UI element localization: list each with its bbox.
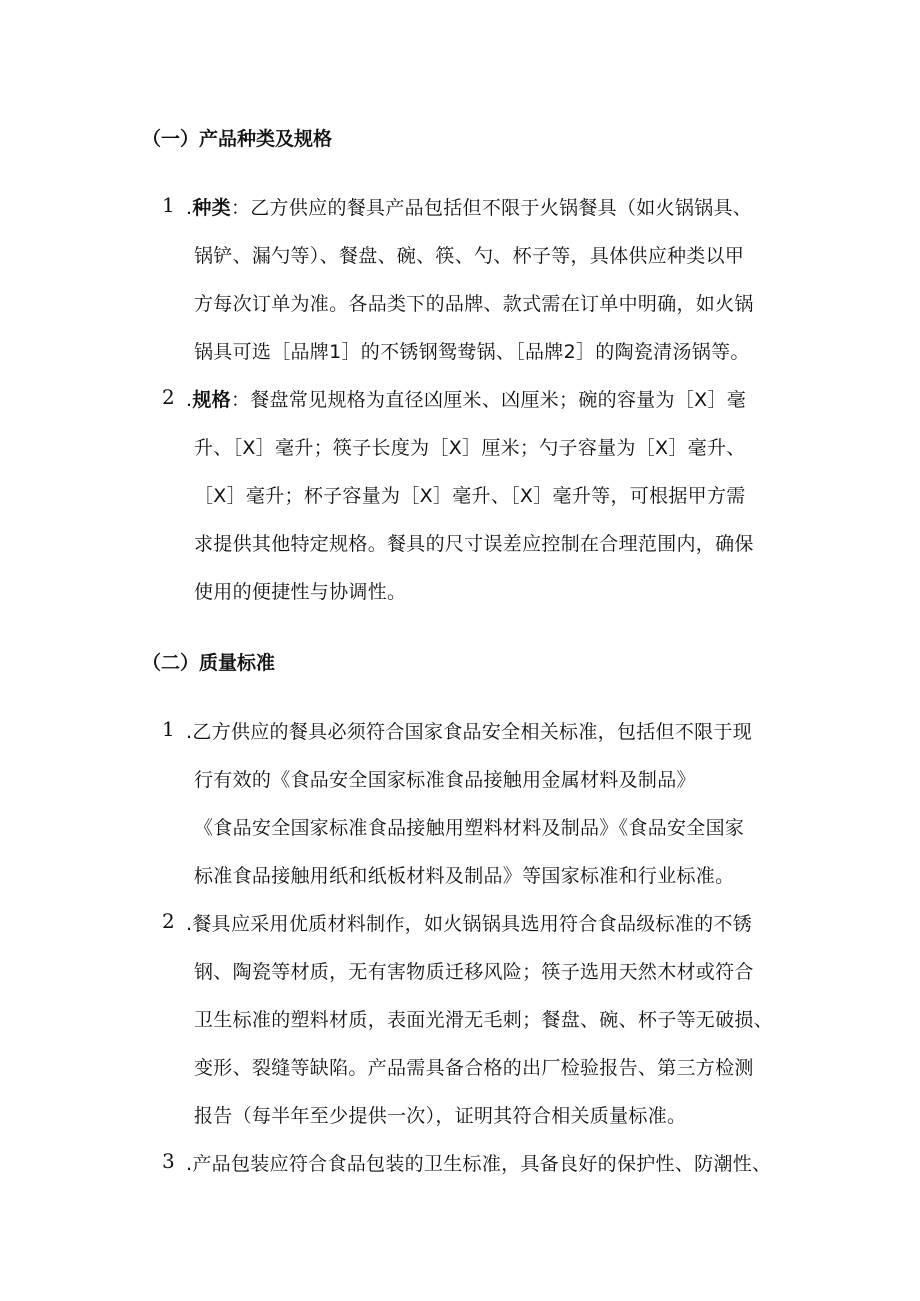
paragraph-line: ［X］毫升；杯子容量为［X］毫升、［X］毫升等，可根据甲方需 <box>194 485 746 507</box>
paragraph-line: 报告（每半年至少提供一次），证明其符合相关质量标准。 <box>194 1105 687 1127</box>
item-text: 餐具应采用优质材料制作，如火锅锅具选用符合食品级标准的不锈 <box>192 913 753 935</box>
section-heading-product-types: （一）产品种类及规格 <box>142 128 333 150</box>
paragraph-line: 方每次订单为准。各品类下的品牌、款式需在订单中明确，如火锅 <box>194 293 754 315</box>
item-number: 2 <box>162 909 175 933</box>
item-text: ：餐盘常见规格为直径凶厘米、凶厘米；碗的容量为［X］毫 <box>230 389 747 411</box>
item-text: 乙方供应的餐具必须符合国家食品安全相关标准，包括但不限于现 <box>192 721 753 743</box>
item-label-specs: 规格 <box>192 389 231 411</box>
paragraph-line: 锅铲、漏勺等）、餐盘、碗、筷、勺、杯子等，具体供应种类以甲 <box>194 245 745 267</box>
paragraph-line: 行有效的《食品安全国家标准食品接触用金属材料及制品》 <box>194 769 696 791</box>
item-number: 2 <box>162 385 175 409</box>
paragraph-line: 使用的便捷性与协调性。 <box>194 581 407 603</box>
paragraph-line: 升、［X］毫升；筷子长度为［X］厘米；勺子容量为［X］毫升、 <box>194 437 746 459</box>
paragraph-line: .种类：乙方供应的餐具产品包括但不限于火锅餐具（如火锅锅具、 <box>186 197 753 219</box>
paragraph-line: .乙方供应的餐具必须符合国家食品安全相关标准，包括但不限于现 <box>186 721 753 743</box>
paragraph-line: .规格：餐盘常见规格为直径凶厘米、凶厘米；碗的容量为［X］毫 <box>186 389 747 411</box>
paragraph-line: 变形、裂缝等缺陷。产品需具备合格的出厂检验报告、第三方检测 <box>194 1057 754 1079</box>
item-number: 3 <box>162 1149 175 1173</box>
item-number: 1 <box>162 193 175 217</box>
paragraph-line: .餐具应采用优质材料制作，如火锅锅具选用符合食品级标准的不锈 <box>186 913 753 935</box>
paragraph-line: 《食品安全国家标准食品接触用塑料材料及制品》《食品安全国家 <box>194 817 745 839</box>
paragraph-line: 求提供其他特定规格。餐具的尺寸误差应控制在合理范围内，确保 <box>194 533 754 555</box>
paragraph-line: 锅具可选［品牌1］的不锈钢鸳鸯锅、［品牌2］的陶瓷清汤锅等。 <box>194 341 750 363</box>
paragraph-line: 标准食品接触用纸和纸板材料及制品》等国家标准和行业标准。 <box>194 865 735 887</box>
item-number: 1 <box>162 717 175 741</box>
item-label-types: 种类 <box>192 197 231 219</box>
paragraph-line: 卫生标准的塑料材质，表面光滑无毛刺；餐盘、碗、杯子等无破损、 <box>194 1009 774 1031</box>
item-text: ：乙方供应的餐具产品包括但不限于火锅餐具（如火锅锅具、 <box>230 197 753 219</box>
paragraph-line: .产品包装应符合食品包装的卫生标准，具备良好的保护性、防潮性、 <box>186 1153 772 1175</box>
item-text: 产品包装应符合食品包装的卫生标准，具备良好的保护性、防潮性、 <box>192 1153 772 1175</box>
paragraph-line: 钢、陶瓷等材质，无有害物质迁移风险；筷子选用天然木材或符合 <box>194 961 754 983</box>
section-heading-quality-standards: （二）质量标准 <box>142 652 276 674</box>
